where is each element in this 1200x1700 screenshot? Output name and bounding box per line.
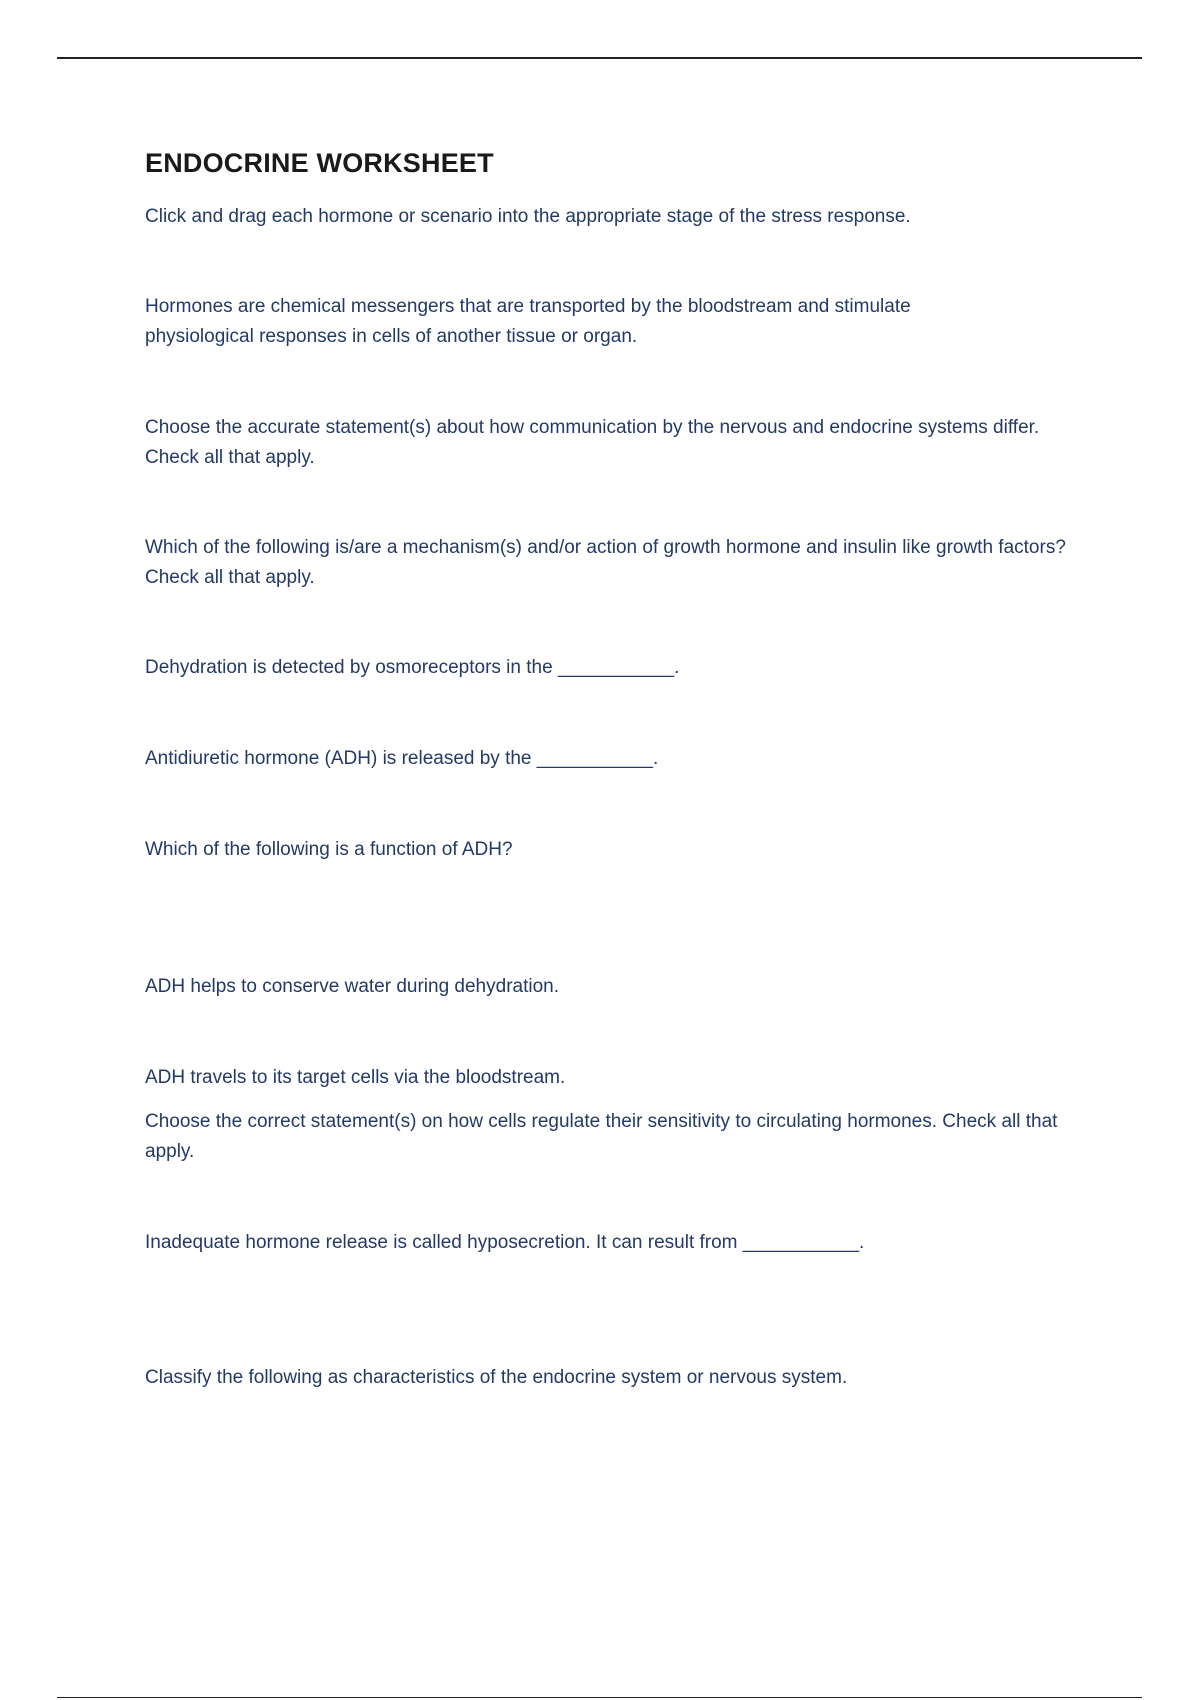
paragraph-adh-travels: ADH travels to its target cells via the bloodstream. <box>145 1067 566 1088</box>
paragraph-adh-release: Antidiuretic hormone (ADH) is released by the ___________. <box>145 748 659 769</box>
paragraph-cell-sensitivity: Choose the correct statement(s) on how cells regulate their sensitivity to circulating hormones. Check all that apply. <box>145 1111 1058 1162</box>
page-title: ENDOCRINE WORKSHEET <box>145 148 494 178</box>
paragraph-hormones-definition: Hormones are chemical messengers that are transported by the bloodstream and stimulate physiological responses in cells of another tissue or organ. <box>145 296 911 347</box>
paragraph-adh-conserve: ADH helps to conserve water during dehydration. <box>145 976 560 997</box>
top-rule <box>57 57 1142 59</box>
paragraph-growth-hormone: Which of the following is/are a mechanism(s) and/or action of growth hormone and insulin like growth factors? Check all that apply. <box>145 537 1066 588</box>
paragraph-dehydration: Dehydration is detected by osmoreceptors in the ___________. <box>145 657 680 678</box>
paragraph-adh-function: Which of the following is a function of ADH? <box>145 839 513 860</box>
bottom-rule <box>57 1697 1142 1698</box>
paragraph-nervous-endocrine: Choose the accurate statement(s) about how communication by the nervous and endocrine systems differ. Check all that apply. <box>145 417 1040 468</box>
paragraph-stress-response: Click and drag each hormone or scenario into the appropriate stage of the stress response. <box>145 206 911 227</box>
paragraph-classify: Classify the following as characteristics of the endocrine system or nervous system. <box>145 1367 848 1388</box>
paragraph-hyposecretion: Inadequate hormone release is called hyposecretion. It can result from ___________. <box>145 1232 865 1253</box>
